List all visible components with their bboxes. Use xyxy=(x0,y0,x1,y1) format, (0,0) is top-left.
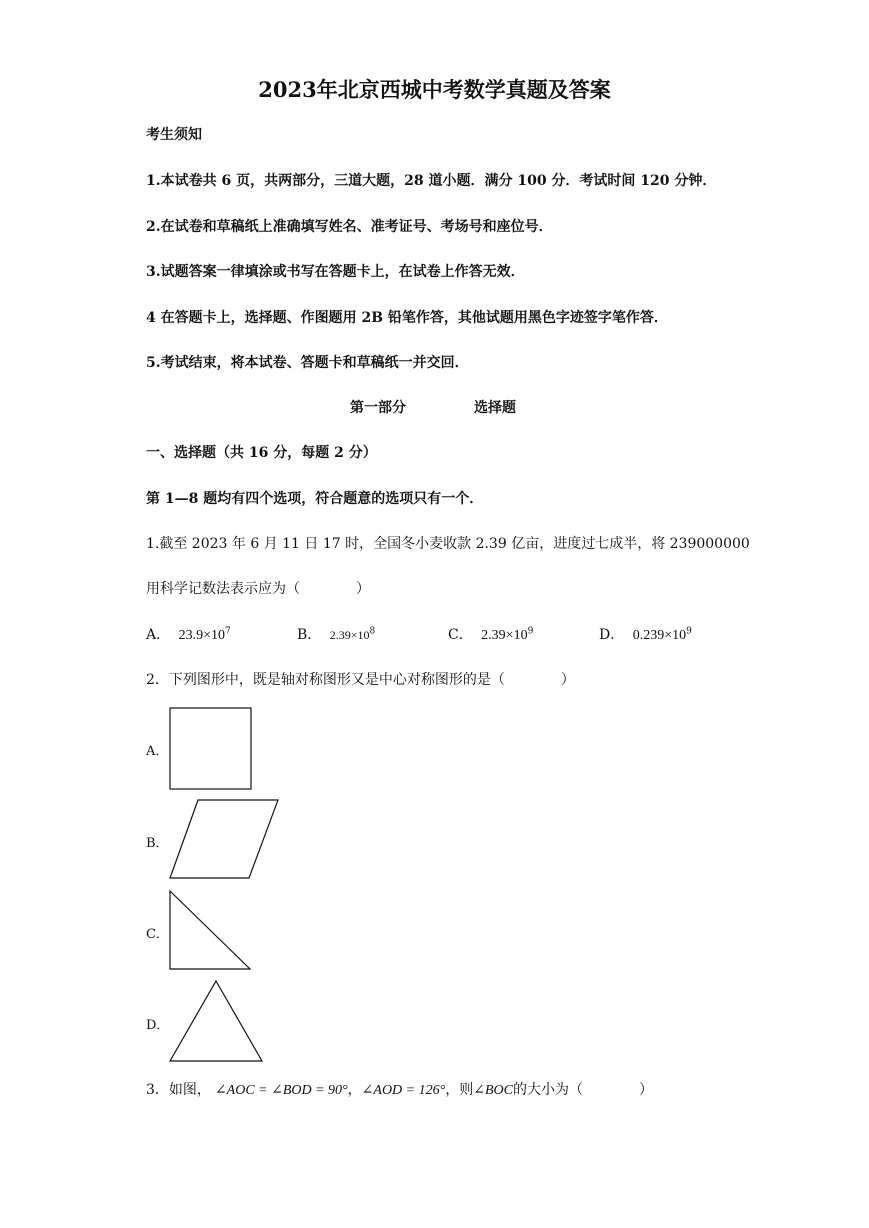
option-exponent: 9 xyxy=(527,626,534,637)
q2-right-triangle-figure[interactable] xyxy=(168,889,254,973)
page-title: 2023年北京西城中考数学真题及答案 xyxy=(258,77,611,102)
option-mantissa: 0.239×10 xyxy=(632,628,687,643)
option-label: B． xyxy=(297,627,322,643)
q1-stem-line1: 1.截至 2023 年 6 月 11 日 17 时，全国冬小麦收款 2.39 亿亩，进度过七成半，将 239000000 xyxy=(146,536,750,552)
option-mantissa: 23.9×10 xyxy=(178,628,225,643)
q1-option-c[interactable] xyxy=(448,626,533,645)
q2-parallelogram-figure[interactable] xyxy=(168,798,282,882)
q3-equation-1: ∠AOC = ∠BOD = 90° xyxy=(214,1083,348,1098)
section-heading: 一、选择题（共 16 分，每题 2 分） xyxy=(146,445,377,461)
q1-option-b[interactable] xyxy=(297,626,375,644)
notice-item-5: 5.考试结束，将本试卷、答题卡和草稿纸一并交回． xyxy=(146,355,469,371)
section-instruction: 第 1—8 题均有四个选项，符合题意的选项只有一个． xyxy=(146,491,484,507)
q1-option-a[interactable] xyxy=(146,626,231,645)
q2-option-b-label[interactable]: B． xyxy=(146,836,169,851)
notice-item-2: 2.在试卷和草稿纸上准确填写姓名、准考证号、考场号和座位号． xyxy=(146,219,553,235)
parallelogram-shape xyxy=(170,800,278,878)
option-exponent: 8 xyxy=(369,626,376,637)
option-mantissa: 2.39×10 xyxy=(481,628,528,643)
part-type: 选择题 xyxy=(474,400,516,416)
equilateral-triangle-shape xyxy=(170,981,262,1061)
option-exponent: 9 xyxy=(686,626,692,637)
option-label: D． xyxy=(599,627,625,643)
part-name: 第一部分 xyxy=(350,400,406,416)
option-label: A． xyxy=(146,627,171,643)
notice-item-1: 1.本试卷共 6 页，共两部分，三道大题，28 道小题．满分 100 分．考试时间 120 分钟． xyxy=(146,173,717,189)
square-shape xyxy=(170,708,251,789)
option-label: C． xyxy=(448,627,473,643)
q2-option-a-label[interactable]: A． xyxy=(146,744,169,759)
q2-stem: 2．下列图形中，既是轴对称图形又是中心对称图形的是（ ） xyxy=(146,672,575,688)
q2-option-c-label[interactable]: C． xyxy=(146,927,169,942)
right-triangle-shape xyxy=(170,891,250,969)
q1-stem-line2: 用科学记数法表示应为（ ） xyxy=(146,581,370,597)
q3-stem xyxy=(146,1081,653,1100)
q3-prefix: 3．如图， xyxy=(146,1082,211,1098)
q3-angle: ∠BOC xyxy=(473,1083,513,1098)
q3-equation-2: ∠AOD = 126° xyxy=(361,1083,446,1098)
q3-suffix: 的大小为（ ） xyxy=(512,1082,653,1098)
q2-equilateral-triangle-figure[interactable] xyxy=(168,979,266,1065)
q3-mid: ，则 xyxy=(445,1082,474,1098)
option-exponent: 7 xyxy=(224,626,231,637)
q2-square-figure[interactable] xyxy=(168,706,254,792)
notice-item-3: 3.试题答案一律填涂或书写在答题卡上，在试卷上作答无效． xyxy=(146,264,525,280)
q1-option-d[interactable] xyxy=(599,626,692,645)
q2-option-d-label[interactable]: D． xyxy=(146,1018,170,1033)
notice-item-4: 4 在答题卡上，选择题、作图题用 2B 铅笔作答，其他试题用黑色字迹签字笔作答． xyxy=(146,310,668,326)
notice-heading: 考生须知 xyxy=(146,127,202,143)
option-mantissa: 2.39×10 xyxy=(329,628,370,642)
q3-sep: ， xyxy=(347,1082,362,1098)
